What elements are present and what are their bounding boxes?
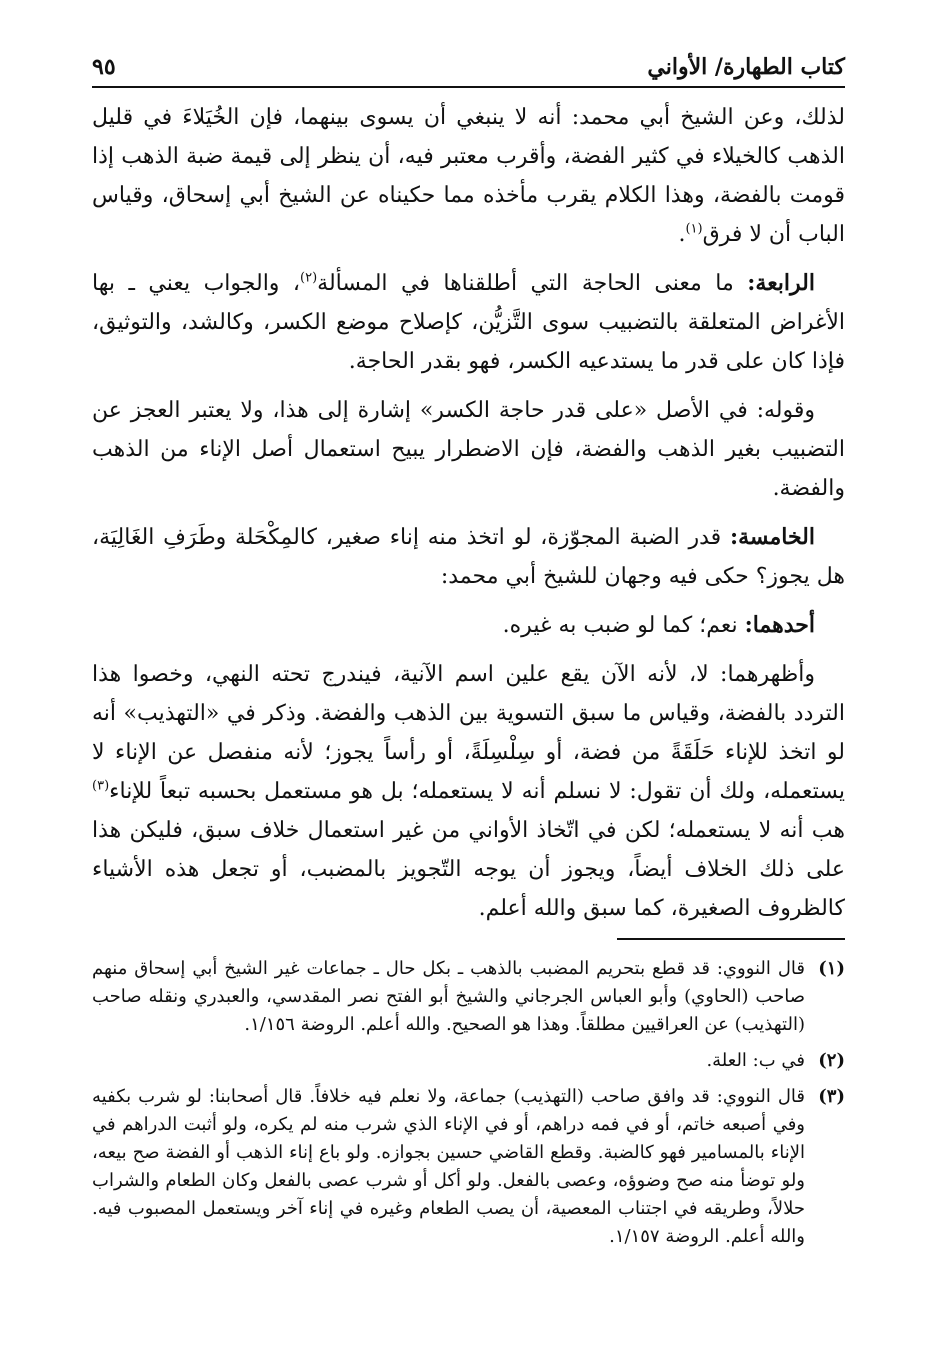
main-text: [92, 98, 845, 938]
footnote-ref-2[interactable]: (٢): [300, 270, 318, 286]
paragraph-4-text: قدر الضبة المجوّزة، لو اتخذ منه إناء صغير، كالمِكْحَلة وطَرَفِ الغَالِيَة، هل يجوز؟ حكى فيه وجهان للشيخ أبي محمد:: [92, 525, 845, 589]
paragraph-1-end: .: [678, 222, 686, 247]
paragraph-1: [92, 98, 845, 254]
paragraph-2: [92, 264, 845, 381]
footnote-ref-1[interactable]: (١): [685, 221, 703, 237]
paragraph-6: [92, 655, 845, 928]
footnote-ref-3[interactable]: (٣): [92, 778, 110, 794]
footnote-1-text: قال النووي: قد قطع بتحريم المضبب بالذهب ـ بكل حال ـ جماعات غير الشيخ أبي إسحاق منهم صاحب (الحاوي) وأبو العباس الجرجاني والشيخ أبو الفتح نصر المقدسي، والعبدري ونقله صاحب (التهذيب) عن العراقيين مطلقاً. وهذا هو الصحيح. والله أعلم. الروضة ١/١٥٦.: [92, 958, 805, 1035]
footnote-1-number: (١): [818, 958, 845, 979]
footnotes: [92, 955, 845, 1259]
footnote-2: [92, 1047, 845, 1075]
paragraph-4: [92, 518, 845, 596]
footnote-rule: [617, 938, 845, 940]
footnote-3: [92, 1083, 845, 1251]
footnote-2-number: (٢): [818, 1050, 845, 1071]
paragraph-5-text: نعم؛ كما لو ضبب به غيره.: [502, 613, 745, 638]
page-number: ٩٥: [92, 54, 116, 80]
paragraph-6-text-a: وأظهرهما: لا، لأنه الآن يقع علين اسم الآنية، فيندرج تحته النهي، وخصوا هذا التردد بالفضة، وقياس ما سبق التسوية بين الذهب والفضة. وذكر في «التهذيب» أنه لو اتخذ للإناء حَلَقَةً من فضة، أو سِلْسِلَةً، أو رأساً يجوز؛ لأنه منفصل عن الإناء لا يستعمله، ولك أن تقول: لا نسلم أنه لا يستعمله؛ بل هو مستعمل بحسبه تبعاً للإناء: [92, 662, 845, 804]
paragraph-3: [92, 391, 845, 508]
footnote-1: [92, 955, 845, 1039]
running-title: كتاب الطهارة/ الأواني: [647, 54, 845, 80]
footnote-2-text: في ب: العلة.: [706, 1050, 805, 1071]
paragraph-1-text: لذلك، وعن الشيخ أبي محمد: أنه لا ينبغي أن يسوى بينهما، فإن الخُيَلاءَ في قليل الذهب كالخيلاء في كثير الفضة، وأقرب معتبر فيه، أن ينظر إلى قيمة ضبة الذهب إذا قومت بالفضة، وهذا الكلام يقرب مأخذه مما حكيناه عن الشيخ أبي إسحاق، وقياس الباب أن لا فرق: [92, 105, 845, 247]
paragraph-3-text: وقوله: في الأصل «على قدر حاجة الكسر» إشارة إلى هذا، ولا يعتبر العجز عن التضبيب بغير الذهب والفضة، فإن الاضطرار يبيح استعمال أصل الإناء من الذهب والفضة.: [92, 398, 845, 501]
paragraph-5-lead: أحدهما:: [744, 612, 815, 638]
footnote-3-number: (٣): [818, 1086, 845, 1107]
paragraph-6-text-b: هب أنه لا يستعمله؛ لكن في اتّخاذ الأواني من غير استعمال خلاف سبق، فليكن هذا على ذلك الخلاف أيضاً، ويجوز أن يوجه التّجويز بالمضبب، أو تجعل هذه الأشياء كالظروف الصغيرة، كما سبق والله أعلم.: [92, 818, 845, 921]
paragraph-2-text-a: ما معنى الحاجة التي أطلقناها في المسألة: [317, 271, 748, 296]
paragraph-2-lead: الرابعة:: [747, 270, 815, 296]
running-head: [92, 40, 845, 80]
paragraph-2-text-b: ، والجواب يعني ـ بها الأغراض المتعلقة بالتضبيب سوى التَّزيُّن، كإصلاح موضع الكسر، وكالشد، والتوثيق، فإذا كان على قدر ما يستدعيه الكسر، فهو بقدر الحاجة.: [92, 271, 845, 374]
footnote-3-text: قال النووي: قد وافق صاحب (التهذيب) جماعة، ولا نعلم فيه خلافاً. قال أصحابنا: لو شرب بكفيه وفي أصبعه خاتم، أو في فمه دراهم، أو في الإناء الذي شرب منه لم يكره، ولو أثبت الدراهم في الإناء بالمسامير فهو كالضبة. وقطع القاضي حسين بجوازه. ولو باع إناء الذهب أو الفضة صح بيعه، ولو توضأ منه صح وضوؤه، وعصى بالفعل. ولو أكل أو شرب عصى بالفعل وكان الطعام والشراب حلالاً، وطريقه في اجتناب المعصية، أن يصب الطعام وغيره في إناء آخر ويستعمل المصبوب فيه. والله أعلم. الروضة ١/١٥٧.: [92, 1086, 806, 1247]
paragraph-4-lead: الخامسة:: [729, 524, 815, 550]
paragraph-5: [92, 606, 845, 645]
header-rule: [92, 86, 845, 88]
